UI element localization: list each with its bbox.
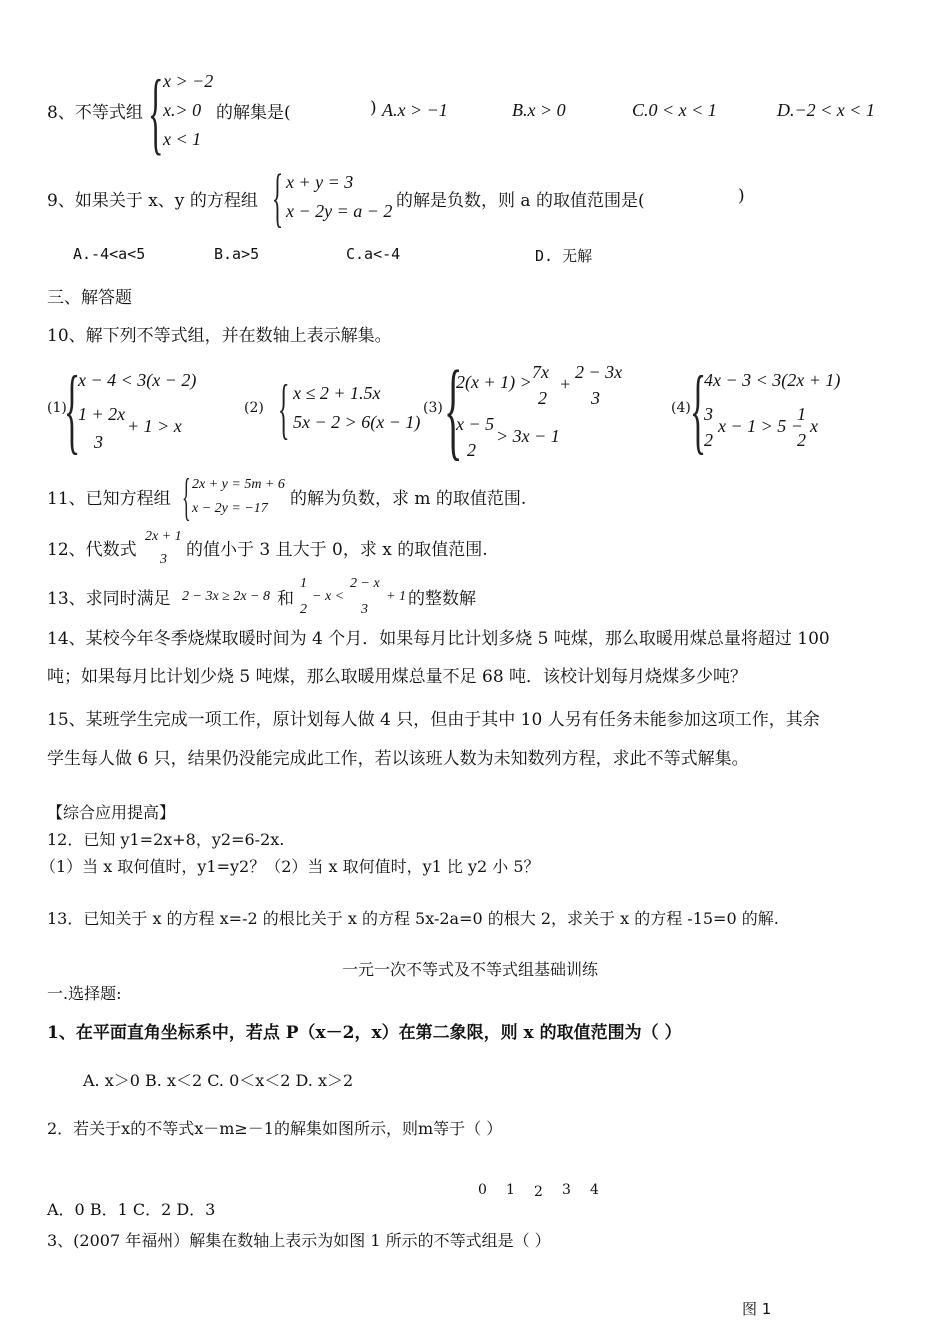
q10-p2-num: (2): [244, 400, 264, 416]
q10-p3-line2-den: 2: [467, 440, 476, 460]
q8-option-d: D.−2 < x < 1: [777, 100, 875, 120]
q10-p4-line2-f2-den: 2: [797, 430, 806, 450]
q11-label: 11、已知方程组: [47, 489, 171, 509]
q11-sys-1: 2x + y = 5m + 6: [192, 477, 285, 492]
q13-frac2-den: 3: [361, 602, 368, 617]
q8-option-a: A.x > −1: [382, 100, 448, 120]
q10-p3-line1-f2-num: 2 − 3x: [575, 362, 623, 382]
q8-label: 8、不等式组: [47, 103, 143, 123]
q10-p3-line2-num: x − 5: [456, 414, 495, 434]
q10-p2-brace: {: [278, 370, 290, 446]
q11-brace: {: [182, 469, 191, 526]
numberline-tick-0: 0: [478, 1182, 487, 1198]
q13-label: 13、求同时满足: [47, 589, 171, 609]
q9-sys-2: x − 2y = a − 2: [286, 201, 393, 221]
q10-p2-line2: 5x − 2 > 6(x − 1): [293, 412, 421, 432]
q9-tail: 的解是负数，则 a 的取值范围是(: [396, 191, 645, 211]
q13-frac1-num: 1: [300, 576, 307, 591]
q12-frac-num: 2x + 1: [145, 529, 182, 544]
q10-p3-line1-lhs: 2(x + 1) >: [456, 372, 532, 392]
q10-p4-line2-f1-num: 3: [704, 404, 713, 424]
q10-p1-brace: {: [64, 356, 81, 463]
numberline-tick-3: 3: [562, 1182, 571, 1198]
q10-p4-line2-x: x: [810, 416, 818, 436]
part2-q3: 3、(2007 年福州）解集在数轴上表示为如图 1 所示的不等式组是（ ）: [47, 1231, 551, 1250]
q11-sys-2: x − 2y = −17: [192, 501, 268, 516]
part2-title: 一元一次不等式及不等式组基础训练: [342, 960, 599, 979]
comp-title: 【综合应用提高】: [47, 803, 176, 822]
q11-tail: 的解为负数，求 m 的取值范围.: [290, 489, 527, 509]
q15-line-1: 15、某班学生完成一项工作，原计划每人做 4 只，但由于其中 10 人另有任务未能参加这项工作，其余: [47, 710, 820, 730]
q12-tail: 的值小于 3 且大于 0，求 x 的取值范围.: [186, 540, 488, 560]
q10-p1-line2-num: 1 + 2x: [78, 404, 126, 424]
q12-frac-den: 3: [160, 552, 167, 567]
q8-brace: {: [148, 61, 164, 163]
q10-p3-line2-rest: > 3x − 1: [496, 426, 560, 446]
q9-option-b: B.a>5: [214, 245, 260, 263]
q9-brace: {: [272, 161, 284, 234]
q9-option-a: A.-4<a<5: [73, 245, 146, 263]
q10-p4-line2-f1-den: 2: [704, 430, 713, 450]
q10-p1-line2-den: 3: [94, 432, 103, 452]
q9-close: ): [738, 186, 745, 206]
q10-label: 10、解下列不等式组，并在数轴上表示解集。: [47, 326, 392, 346]
comp-q13: 13．已知关于 x 的方程 x=-2 的根比关于 x 的方程 5x-2a=0 的根大 2，求关于 x 的方程 -15=0 的解.: [47, 909, 779, 928]
q14-line-1: 14、某校今年冬季烧煤取暖时间为 4 个月．如果每月比计划多烧 5 吨煤，那么取暖用煤总量将超过 100: [47, 629, 830, 649]
q15-line-2: 学生每人做 6 只，结果仍没能完成此工作，若以该班人数为未知数列方程，求此不等式解集。: [47, 749, 749, 769]
q8-sys-1: x > −2: [163, 71, 214, 91]
q8-sys-2: x.> 0: [163, 100, 202, 120]
numberline-tick-4: 4: [590, 1182, 599, 1198]
comp-q12-a: 12．已知 y1=2x+8，y2=6-2x.: [47, 830, 285, 849]
q13-expr-1: 2 − 3x ≥ 2x − 8: [182, 589, 271, 604]
part2-q2-options: A．0 B．1 C．2 D．3: [47, 1200, 216, 1219]
part2-q2: 2．若关于x的不等式x－m≥－1的解集如图所示，则m等于（ ）: [47, 1119, 503, 1138]
q10-p1-line1: x − 4 < 3(x − 2): [78, 370, 197, 390]
numberline-tick-1: 1: [506, 1182, 515, 1198]
q13-end: + 1: [386, 589, 406, 604]
q10-p3-line1-plus: +: [559, 374, 572, 394]
section-3-heading: 三、解答题: [47, 288, 132, 308]
q13-and: 和: [277, 589, 294, 609]
q13-mid: − x <: [312, 589, 345, 604]
part2-q1-options: A. x＞0 B. x＜2 C. 0＜x＜2 D. x＞2: [83, 1071, 354, 1090]
q12-label: 12、代数式: [47, 540, 137, 560]
figure-1-caption: 图 1: [742, 1300, 772, 1318]
q13-frac1-den: 2: [300, 602, 307, 617]
q10-p3-brace: {: [444, 348, 463, 470]
q10-p2-line1: x ≤ 2 + 1.5x: [293, 383, 381, 403]
q10-p4-line1: 4x − 3 < 3(2x + 1): [704, 370, 841, 390]
q10-p3-line1-f1-den: 2: [538, 388, 547, 408]
q10-p4-num: (4): [671, 400, 691, 416]
q9-option-d: D. 无解: [535, 247, 593, 265]
part2-section-1: 一.选择题:: [47, 984, 122, 1003]
q8-sys-3: x < 1: [163, 129, 202, 149]
q10-p3-line1-f2-den: 3: [591, 388, 600, 408]
q9-option-c: C.a<-4: [346, 245, 401, 263]
q10-p4-line2-mid: x − 1 > 5 −: [718, 416, 803, 436]
q14-line-2: 吨；如果每月比计划少烧 5 吨煤，那么取暖用煤总量不足 68 吨．该校计划每月烧煤多少吨？: [47, 667, 748, 687]
q10-p3-line1-f1-num: 7x: [532, 362, 549, 382]
q8-tail: 的解集是(: [216, 103, 291, 123]
q10-p1-num: (1): [47, 400, 67, 416]
q10-p3-num: (3): [423, 400, 443, 416]
q10-p4-line2-f2-num: 1: [797, 404, 806, 424]
q9-label: 9、如果关于 x、y 的方程组: [47, 191, 258, 211]
q8-option-b: B.x > 0: [512, 100, 566, 120]
q9-sys-1: x + y = 3: [286, 172, 354, 192]
numberline-tick-2: 2: [534, 1184, 543, 1200]
comp-q12-b: （1）当 x 取何值时，y1=y2？（2）当 x 取何值时，y1 比 y2 小 5？: [40, 857, 540, 876]
q8-close: ): [370, 98, 377, 118]
q13-frac2-num: 2 − x: [350, 576, 380, 591]
q8-option-c: C.0 < x < 1: [632, 100, 717, 120]
q10-p1-line2-rest: + 1 > x: [127, 416, 182, 436]
part2-q1: 1、在平面直角坐标系中，若点 P（x－2，x）在第二象限，则 x 的取值范围为（ ）: [47, 1023, 682, 1043]
q13-tail: 的整数解: [408, 589, 476, 609]
q10-p4-brace: {: [690, 356, 707, 463]
